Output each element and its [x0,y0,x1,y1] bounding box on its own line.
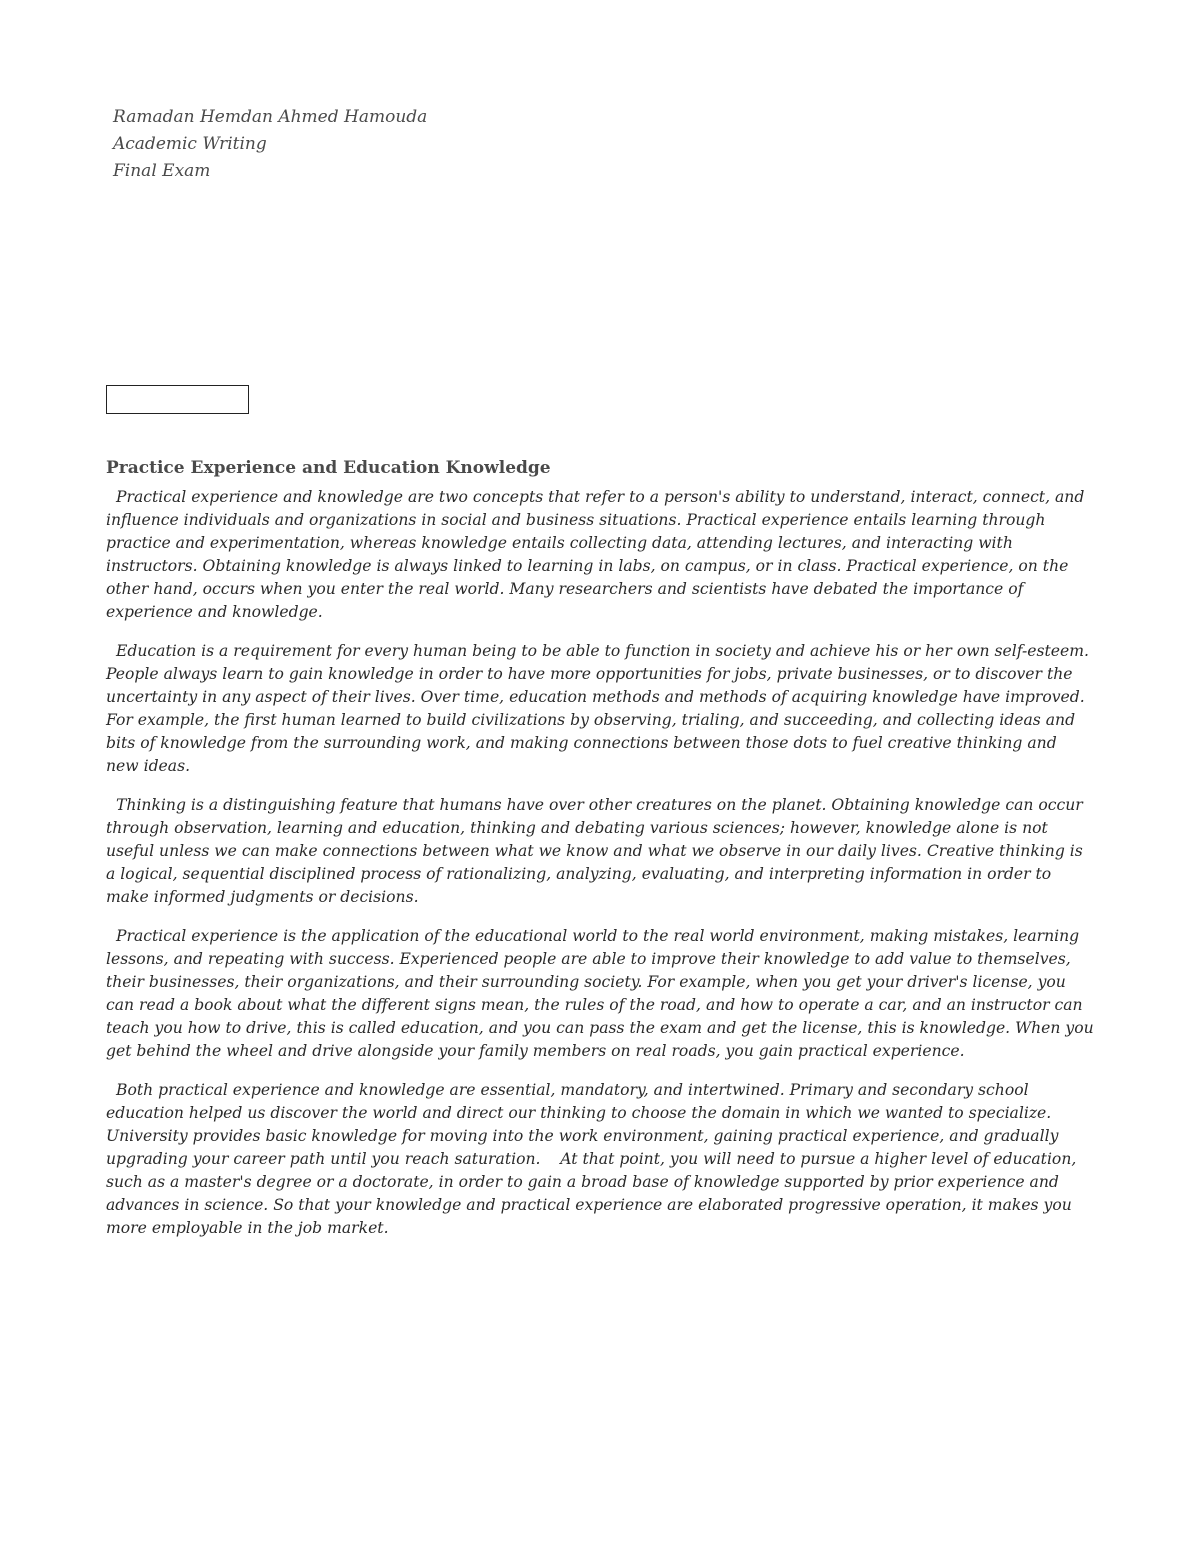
essay-paragraph-5: Both practical experience and knowledge are essential, mandatory, and intertwined. Primary and secondary school education helped us discover the world and direct our thinking to choose the domain in which we wanted to specialize. University provides basic knowledge for moving into the work environment, gaining practical experience, and gradually upgrading your career path until you reach saturation. At that point, you will need to pursue a higher level of education, such as a master's degree or a doctorate, in order to gain a broad base of knowledge supported by prior experience and advances in science. So that your knowledge and practical experience are elaborated progressive operation, it makes you more employable in the job market. [106,1081,1082,1237]
essay-title: Practice Experience and Education Knowledge [106,458,551,478]
essay-paragraph-4: Practical experience is the application of the educational world to the real world environment, making mistakes, learning lessons, and repeating with success. Experienced people are able to improve their knowledge to add value to themselves, their businesses, their organizations, and their surrounding society. For example, when you get your driver's license, you can read a book about what the different signs mean, the rules of the road, and how to operate a car, and an instructor can teach you how to drive, this is called education, and you can pass the exam and get the license, this is knowledge. When you get behind the wheel and drive alongside your family members on real roads, you gain practical experience. [106,927,1094,1060]
essay-paragraph-2: Education is a requirement for every human being to be able to function in society and achieve his or her own self-esteem. People always learn to gain knowledge in order to have more opportunities for jobs, private businesses, or to discover the uncertainty in any aspect of their lives. Over time, education methods and methods of acquiring knowledge have improved. For example, the first human learned to build civilizations by observing, trialing, and succeeding, and collecting ideas and bits of knowledge from the surrounding work, and making connections between those dots to fuel creative thinking and new ideas. [106,642,1089,775]
header-block [113,104,613,185]
essay-body [106,456,1094,1256]
essay-paragraph-3: Thinking is a distinguishing feature that humans have over other creatures on the planet. Obtaining knowledge can occur through observation, learning and education, thinking and debating various sciences; however, knowledge alone is not useful unless we can make connections between what we know and what we observe in our daily lives. Creative thinking is a logical, sequential disciplined process of rationalizing, analyzing, evaluating, and interpreting information in order to make informed judgments or decisions. [106,796,1083,906]
assignment-name: Final Exam [113,161,211,181]
course-name: Academic Writing [113,134,267,154]
essay-paragraph-1: Practical experience and knowledge are two concepts that refer to a person's ability to understand, interact, connect, and influence individuals and organizations in social and business situations. Practical experience entails learning through practice and experimentation, whereas knowledge entails collecting data, attending lectures, and interacting with instructors. Obtaining knowledge is always linked to learning in labs, on campus, or in class. Practical experience, on the other hand, occurs when you enter the real world. Many researchers and scientists have debated the importance of experience and knowledge. [106,488,1085,621]
author-name: Ramadan Hemdan Ahmed Hamouda [113,107,428,127]
empty-text-box [106,385,249,414]
